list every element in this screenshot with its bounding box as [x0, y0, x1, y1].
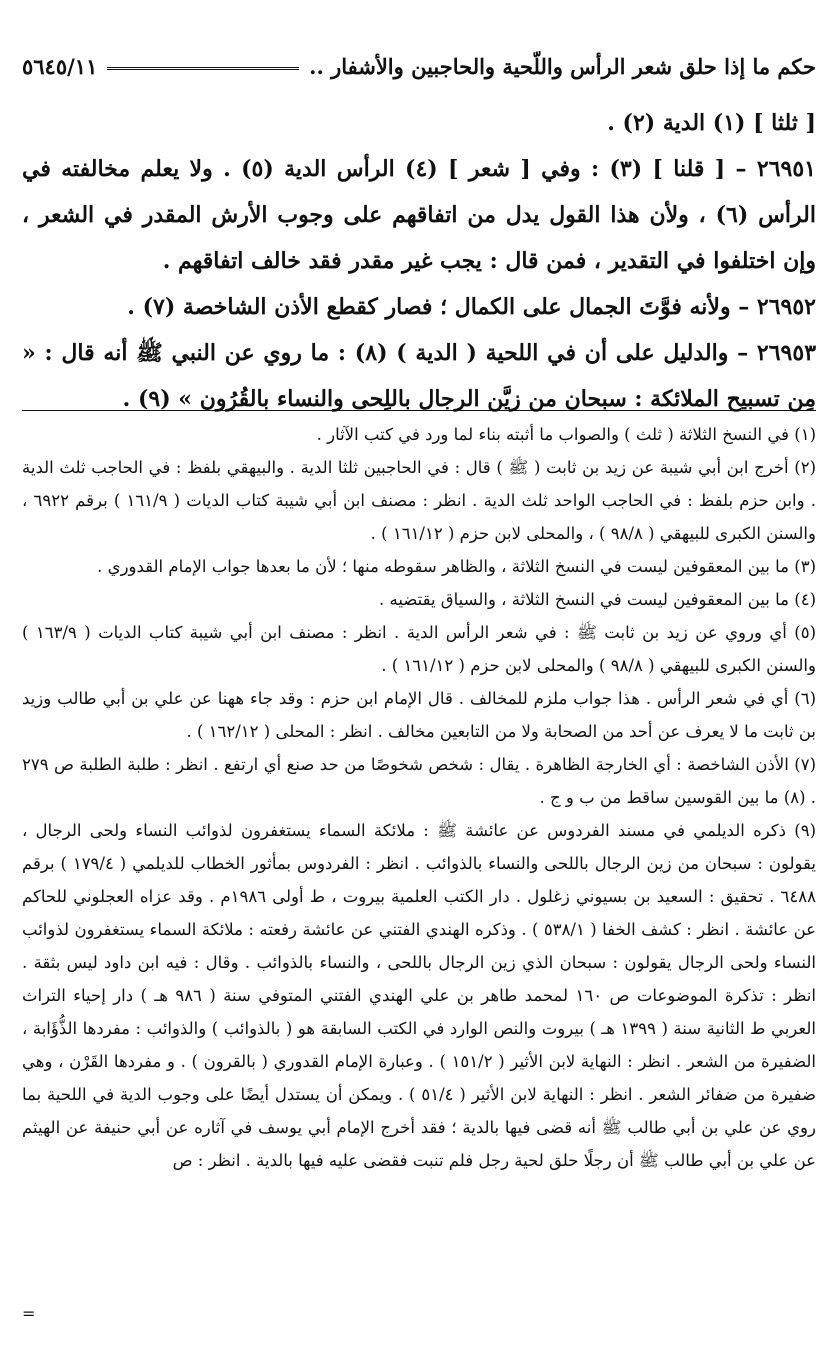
- header-title: حكم ما إذا حلق شعر الرأس واللّحية والحاجبين والأشفار ..: [309, 53, 816, 79]
- footnote: (٩) ذكره الديلمي في مسند الفردوس عن عائشة ﷺ : ملائكة السماء يستغفرون لذوائب النساء ولحى الرجال ، يقولون : سبحان من زين الرجال باللحى والنساء بالذوائب . انظر : الفردوس بمأثور الخطاب للديلمي ( ١٧٩/٤ ) برقم ٦٤٨٨ . تحقيق : السعيد بن بسيوني زغلول . دار الكتب العلمية بيروت ، ط أولى ١٩٨٦م . وقد عزاه العجلوني للحاكم عن عائشة . انظر : كشف الخفا ( ٥٣٨/١ ) . وذكره الهندي الفتني عن عائشة رفعته : ملائكة السماء يستغفرون لذوائب النساء ولحى الرجال يقولون : سبحان الذي زين الرجال باللحى ، والنساء بالذوائب . وقال : فيه ابن داود ليس بثقة . انظر : تذكرة الموضوعات ص ١٦٠ لمحمد طاهر بن علي الهندي الفتني المتوفي سنة ( ٩٨٦ هـ ) دار إحياء التراث العربي ط الثانية سنة ( ١٣٩٩ هـ ) بيروت والنص الوارد في الكتب السابقة هو ( بالذوائب ) والذوائب : مفردها الذُّؤَابة ، الضفيرة من الشعر . انظر : النهاية لابن الأثير ( ١٥١/٢ ) . وعبارة الإمام القدوري ( بالقرون ) . و مفردها القَرْن ، وهي ضفيرة من ضفائر الشعر . انظر : النهاية لابن الأثير ( ٥١/٤ ) . ويمكن أن يستدل أيضًا على وجوب الدية في اللحية بما روي عن علي بن أبي طالب ﷺ أنه قضى فيها بالدية ؛ فقد أخرج الإمام أبي يوسف في آثاره عن أبي حنيفة عن الهيثم عن علي بن أبي طالب ﷺ أن رجلًا حلق لحية رجل فلم تنبت فقضى عليه فيها بالدية . انظر : ص: [22, 821, 816, 1170]
- main-paragraph: [ ثلثا ] (١) الدية (٢) .: [607, 110, 816, 136]
- footnote: (٣) ما بين المعقوفين ليست في النسخ الثلاثة ، والظاهر سقوطه منها ؛ لأن ما بعدها جواب الإمام القدوري .: [97, 557, 816, 576]
- footnote: (٥) أي وروي عن زيد بن ثابت ﷺ : في شعر الرأس الدية . انظر : مصنف ابن أبي شيبة كتاب الديات ( ١٦٣/٩ ) والسنن الكبرى للبيهقي ( ٩٨/٨ ) والمحلى لابن حزم ( ١٦١/١٢ ) .: [22, 623, 816, 675]
- footnote-separator: [22, 410, 816, 411]
- footnote: (٢) أخرج ابن أبي شيبة عن زيد بن ثابت ( ﷺ ) قال : في الحاجبين ثلثا الدية . والبيهقي بلفظ : في الحاجب ثلث الدية . وابن حزم بلفظ : في الحاجب الواحد ثلث الدية . انظر : مصنف ابن أبي شيبة كتاب الديات ( ١٦١/٩ ) برقم ٦٩٢٢ ، والسنن الكبرى للبيهقي ( ٩٨/٨ ) ، والمحلى لابن حزم ( ١٦١/١٢ ) .: [22, 458, 816, 543]
- footnote: (١) في النسخ الثلاثة ( ثلث ) والصواب ما أثبته بناء لما ورد في كتب الآثار .: [316, 425, 816, 444]
- continuation-mark: =: [22, 1304, 36, 1323]
- header-rule: [107, 67, 299, 70]
- main-paragraph: ٢٦٩٥٣ – والدليل على أن في اللحية ( الدية ) (٨) : ما روي عن النبي ﷺ أنه قال : « مِن تسبيح الملائكة : سبحان من زيَّن الرجال باللِحى والنساء بالقُرُون » (٩) .: [22, 340, 817, 412]
- footnote: (٦) أي في شعر الرأس . هذا جواب ملزم للمخالف . قال الإمام ابن حزم : وقد جاء ههنا عن علي بن أبي طالب وزيد بن ثابت ما لا يعرف عن أحد من الصحابة ولا من التابعين مخالف . انظر : المحلى ( ١٦٢/١٢ ) .: [22, 689, 816, 741]
- main-paragraph: ٢٦٩٥١ – [ قلنا ] (٣) : وفي [ شعر ] (٤) الرأس الدية (٥) . ولا يعلم مخالفته في الرأس (٦) ، ولأن هذا القول يدل من اتفاقهم على وجوب الأرش المقدر في الشعر ، وإن اختلفوا في التقدير ، فمن قال : يجب غير مقدر فقد خالف اتفاقهم .: [22, 156, 816, 274]
- footnote: (٧) الأذن الشاخصة : أي الخارجة الظاهرة . يقال : شخص شخوصًا من حد صنع أي ارتفع . انظر : طلبة الطلبة ص ٢٧٩ . (٨) ما بين القوسين ساقط من ب و ج .: [22, 755, 816, 807]
- footnotes: [22, 418, 816, 1177]
- main-paragraph: ٢٦٩٥٢ – ولأنه فوَّتَ الجمال على الكمال ؛ فصار كقطع الأذن الشاخصة (٧) .: [127, 294, 816, 320]
- running-header: [22, 46, 816, 86]
- page-number: ٥٦٤٥/١١: [22, 53, 98, 79]
- main-text: [22, 100, 816, 422]
- footnote: (٤) ما بين المعقوفين ليست في النسخ الثلاثة ، والسياق يقتضيه .: [379, 590, 816, 609]
